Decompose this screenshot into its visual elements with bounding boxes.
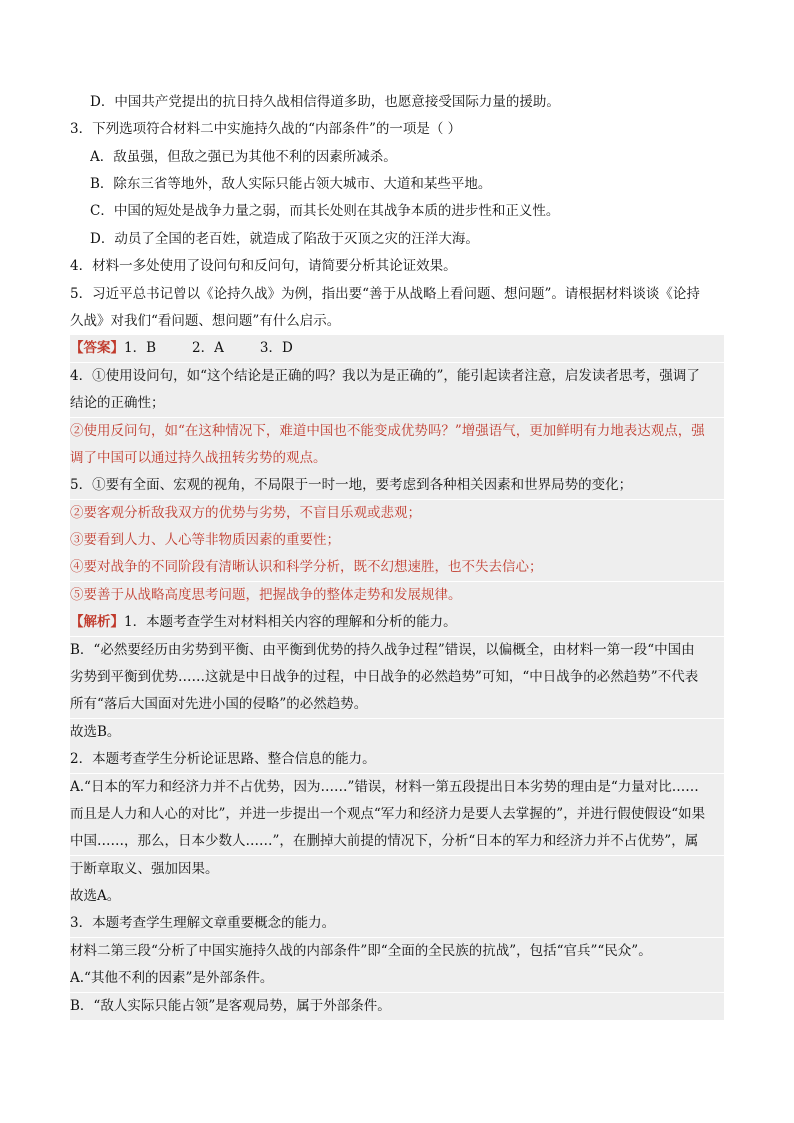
answer-key-3: 3．D — [259, 340, 293, 356]
analysis-1-line3: 劣势到平衡到优势……这就是中日战争的过程，中日战争的必然趋势”可知，“中日战争的必然趋势”不代表 — [70, 664, 724, 691]
analysis-1-line1 — [70, 609, 724, 636]
q3-stem: 3．下列选项符合材料二中实施持久战的“内部条件”的一项是（ ） — [70, 121, 462, 137]
analysis-2-line3: 而且是人力和人心的对比”，并进一步提出一个观点“军力和经济力是要人去掌握的”，并进行假使假设“如果 — [70, 801, 724, 828]
q2-option-d: D．中国共产党提出的抗日持久战相信得道多助，也愿意接受国际力量的援助。 — [90, 94, 560, 110]
answer-4-line3: ②使用反问句，如“在这种情况下，难道中国也不能变成优势吗？”增强语气，更加鲜明有力地表达观点，强 — [70, 418, 724, 445]
analysis-2-conclusion: 故选A。 — [70, 883, 724, 910]
analysis-1-line4: 所有“落后大国面对先进小国的侵略”的必然趋势。 — [70, 691, 724, 718]
answer-4-line2: 结论的正确性； — [70, 390, 724, 417]
analysis-1-line2: B．“必然要经历由劣势到平衡、由平衡到优势的持久战争过程”错误，以偏概全，由材料一第一段“中国由 — [70, 637, 724, 664]
analysis-2-line1: 2．本题考查学生分析论证思路、整合信息的能力。 — [70, 746, 724, 773]
answer-5-point2: ②要客观分析敌我双方的优势与劣势，不盲目乐观或悲观； — [70, 500, 724, 527]
analysis-3-line3: A.“其他不利的因素”是外部条件。 — [70, 965, 724, 992]
answer-5-point3: ③要看到人力、人心等非物质因素的重要性； — [70, 527, 724, 554]
answer-4-line4: 调了中国可以通过持久战扭转劣势的观点。 — [70, 445, 724, 472]
analysis-3-line2: 材料二第三段“分析了中国实施持久战的内部条件”即“全面的全民族的抗战”，包括“官兵”“民众”。 — [70, 938, 724, 965]
q3-option-d: D．动员了全国的老百姓，就造成了陷敌于灭顶之灾的汪洋大海。 — [90, 231, 479, 247]
q3-option-a: A．敌虽强，但敌之强已为其他不利的因素所减杀。 — [90, 149, 397, 165]
analysis-3-line1: 3．本题考查学生理解文章重要概念的能力。 — [70, 910, 724, 937]
answer-5-line1: 5．①要有全面、宏观的视角，不局限于一时一地，要考虑到各种相关因素和世界局势的变化； — [70, 472, 724, 499]
analysis-2-line5: 于断章取义、强加因果。 — [70, 856, 724, 883]
q4-stem: 4．材料一多处使用了设问句和反问句，请简要分析其论证效果。 — [70, 258, 457, 274]
q3-option-b: B．除东三省等地外，敌人实际只能占领大城市、大道和某些平地。 — [90, 176, 492, 192]
answer-key-2: 2．A — [192, 340, 224, 356]
analysis-1-heading: 1．本题考查学生对材料相关内容的理解和分析的能力。 — [124, 614, 457, 630]
answer-5-point4: ④要对战争的不同阶段有清晰认识和科学分析，既不幻想速胜，也不失去信心； — [70, 554, 724, 581]
answer-4-line1: 4．①使用设问句，如“这个结论是正确的吗？我以为是正确的”，能引起读者注意，启发读者思考，强调了 — [70, 363, 724, 390]
analysis-label: 【解析】 — [70, 614, 124, 630]
analysis-1-conclusion: 故选B。 — [70, 719, 724, 746]
answer-5-point5: ⑤要善于从战略高度思考问题，把握战争的整体走势和发展规律。 — [70, 582, 724, 609]
answer-keys-row — [70, 335, 724, 362]
q5-stem-line2: 久战》对我们“看问题、想问题”有什么启示。 — [70, 313, 341, 329]
q5-stem-line1: 5．习近平总书记曾以《论持久战》为例，指出要“善于从战略上看问题、想问题”。请根据材料谈谈《论持 — [70, 286, 700, 302]
analysis-2-line2: A.“日本的军力和经济力并不占优势，因为……”错误，材料一第五段提出日本劣势的理由是“力量对比…… — [70, 774, 724, 801]
q3-option-c: C．中国的短处是战争力量之弱，而其长处则在其战争本质的进步性和正义性。 — [90, 203, 560, 219]
answer-key-1: 1．B — [124, 340, 157, 356]
answer-label: 【答案】 — [70, 340, 124, 356]
analysis-2-line4: 中国……，那么，日本少数人……”，在删掉大前提的情况下，分析“日本的军力和经济力并不占优势”，属 — [70, 828, 724, 855]
analysis-3-line4: B．“敌人实际只能占领”是客观局势，属于外部条件。 — [70, 993, 724, 1020]
